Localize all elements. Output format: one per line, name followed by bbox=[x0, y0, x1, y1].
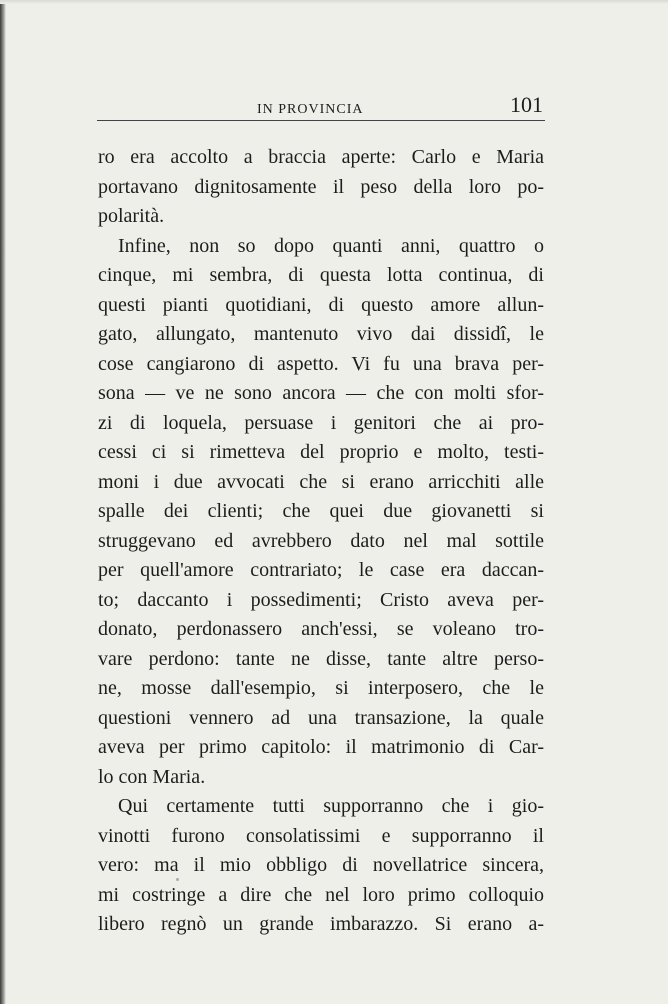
text-line: cinque, mi sembra, di questa lotta continua, di bbox=[98, 264, 544, 286]
text-line: libero regnò un grande imbarazzo. Si erano a- bbox=[98, 913, 544, 935]
text-line: zi di loquela, persuase i genitori che ai pro- bbox=[98, 411, 544, 434]
text-line: per quell'amore contrariato; le case era daccan- bbox=[98, 559, 544, 581]
text-line: struggevano ed avrebbero dato nel mal sottile bbox=[98, 529, 544, 552]
page-binding-edge bbox=[0, 0, 6, 1004]
text-line: Qui certamente tutti supporranno che i gio- bbox=[118, 795, 544, 817]
text-line: gato, allungato, mantenuto vivo dai dissidî, le bbox=[98, 323, 544, 345]
text-line: donato, perdonassero anch'essi, se voleano tro- bbox=[98, 618, 544, 640]
page-header bbox=[97, 90, 545, 121]
text-line: aveva per primo capitolo: il matrimonio di Car- bbox=[98, 736, 544, 758]
page-number: 101 bbox=[510, 92, 543, 117]
paper-speck bbox=[176, 878, 179, 881]
text-line: vero: ma il mio obbligo di novellatrice sincera, bbox=[98, 854, 544, 876]
page-top-shadow bbox=[0, 0, 668, 4]
text-line: Infine, non so dopo quanti anni, quattro o bbox=[118, 234, 544, 257]
text-line: moni i due avvocati che si erano arricchiti alle bbox=[98, 470, 544, 493]
text-line: questi pianti quotidiani, di questo amore allun- bbox=[98, 293, 544, 316]
text-line: vinotti furono consolatissimi e supporranno il bbox=[98, 824, 544, 847]
text-line: sona — ve ne sono ancora — che con molti sfor- bbox=[98, 382, 544, 404]
text-line: polarità. bbox=[98, 205, 165, 227]
text-line: spalle dei clienti; che quei due giovanetti si bbox=[98, 500, 544, 522]
text-line: cessi ci si rimetteva del proprio e molto, testi- bbox=[98, 441, 544, 463]
text-line: vare perdono: tante ne disse, tante altre perso- bbox=[98, 647, 544, 670]
text-line: cose cangiarono di aspetto. Vi fu una brava per- bbox=[98, 352, 544, 375]
text-line: ne, mosse dall'esempio, si interposero, che le bbox=[98, 677, 544, 699]
body-text bbox=[98, 143, 544, 940]
running-title: IN PROVINCIA bbox=[257, 102, 364, 117]
text-line: to; daccanto i possedimenti; Cristo aveva per- bbox=[98, 588, 544, 611]
text-line: lo con Maria. bbox=[98, 765, 206, 788]
text-line: portavano dignitosamente il peso della loro po- bbox=[98, 175, 544, 198]
text-line: mi costringe a dire che nel loro primo colloquio bbox=[98, 883, 544, 906]
text-line: questioni vennero ad una transazione, la quale bbox=[98, 706, 544, 729]
text-line: ro era accolto a braccia aperte: Carlo e Maria bbox=[98, 146, 544, 168]
